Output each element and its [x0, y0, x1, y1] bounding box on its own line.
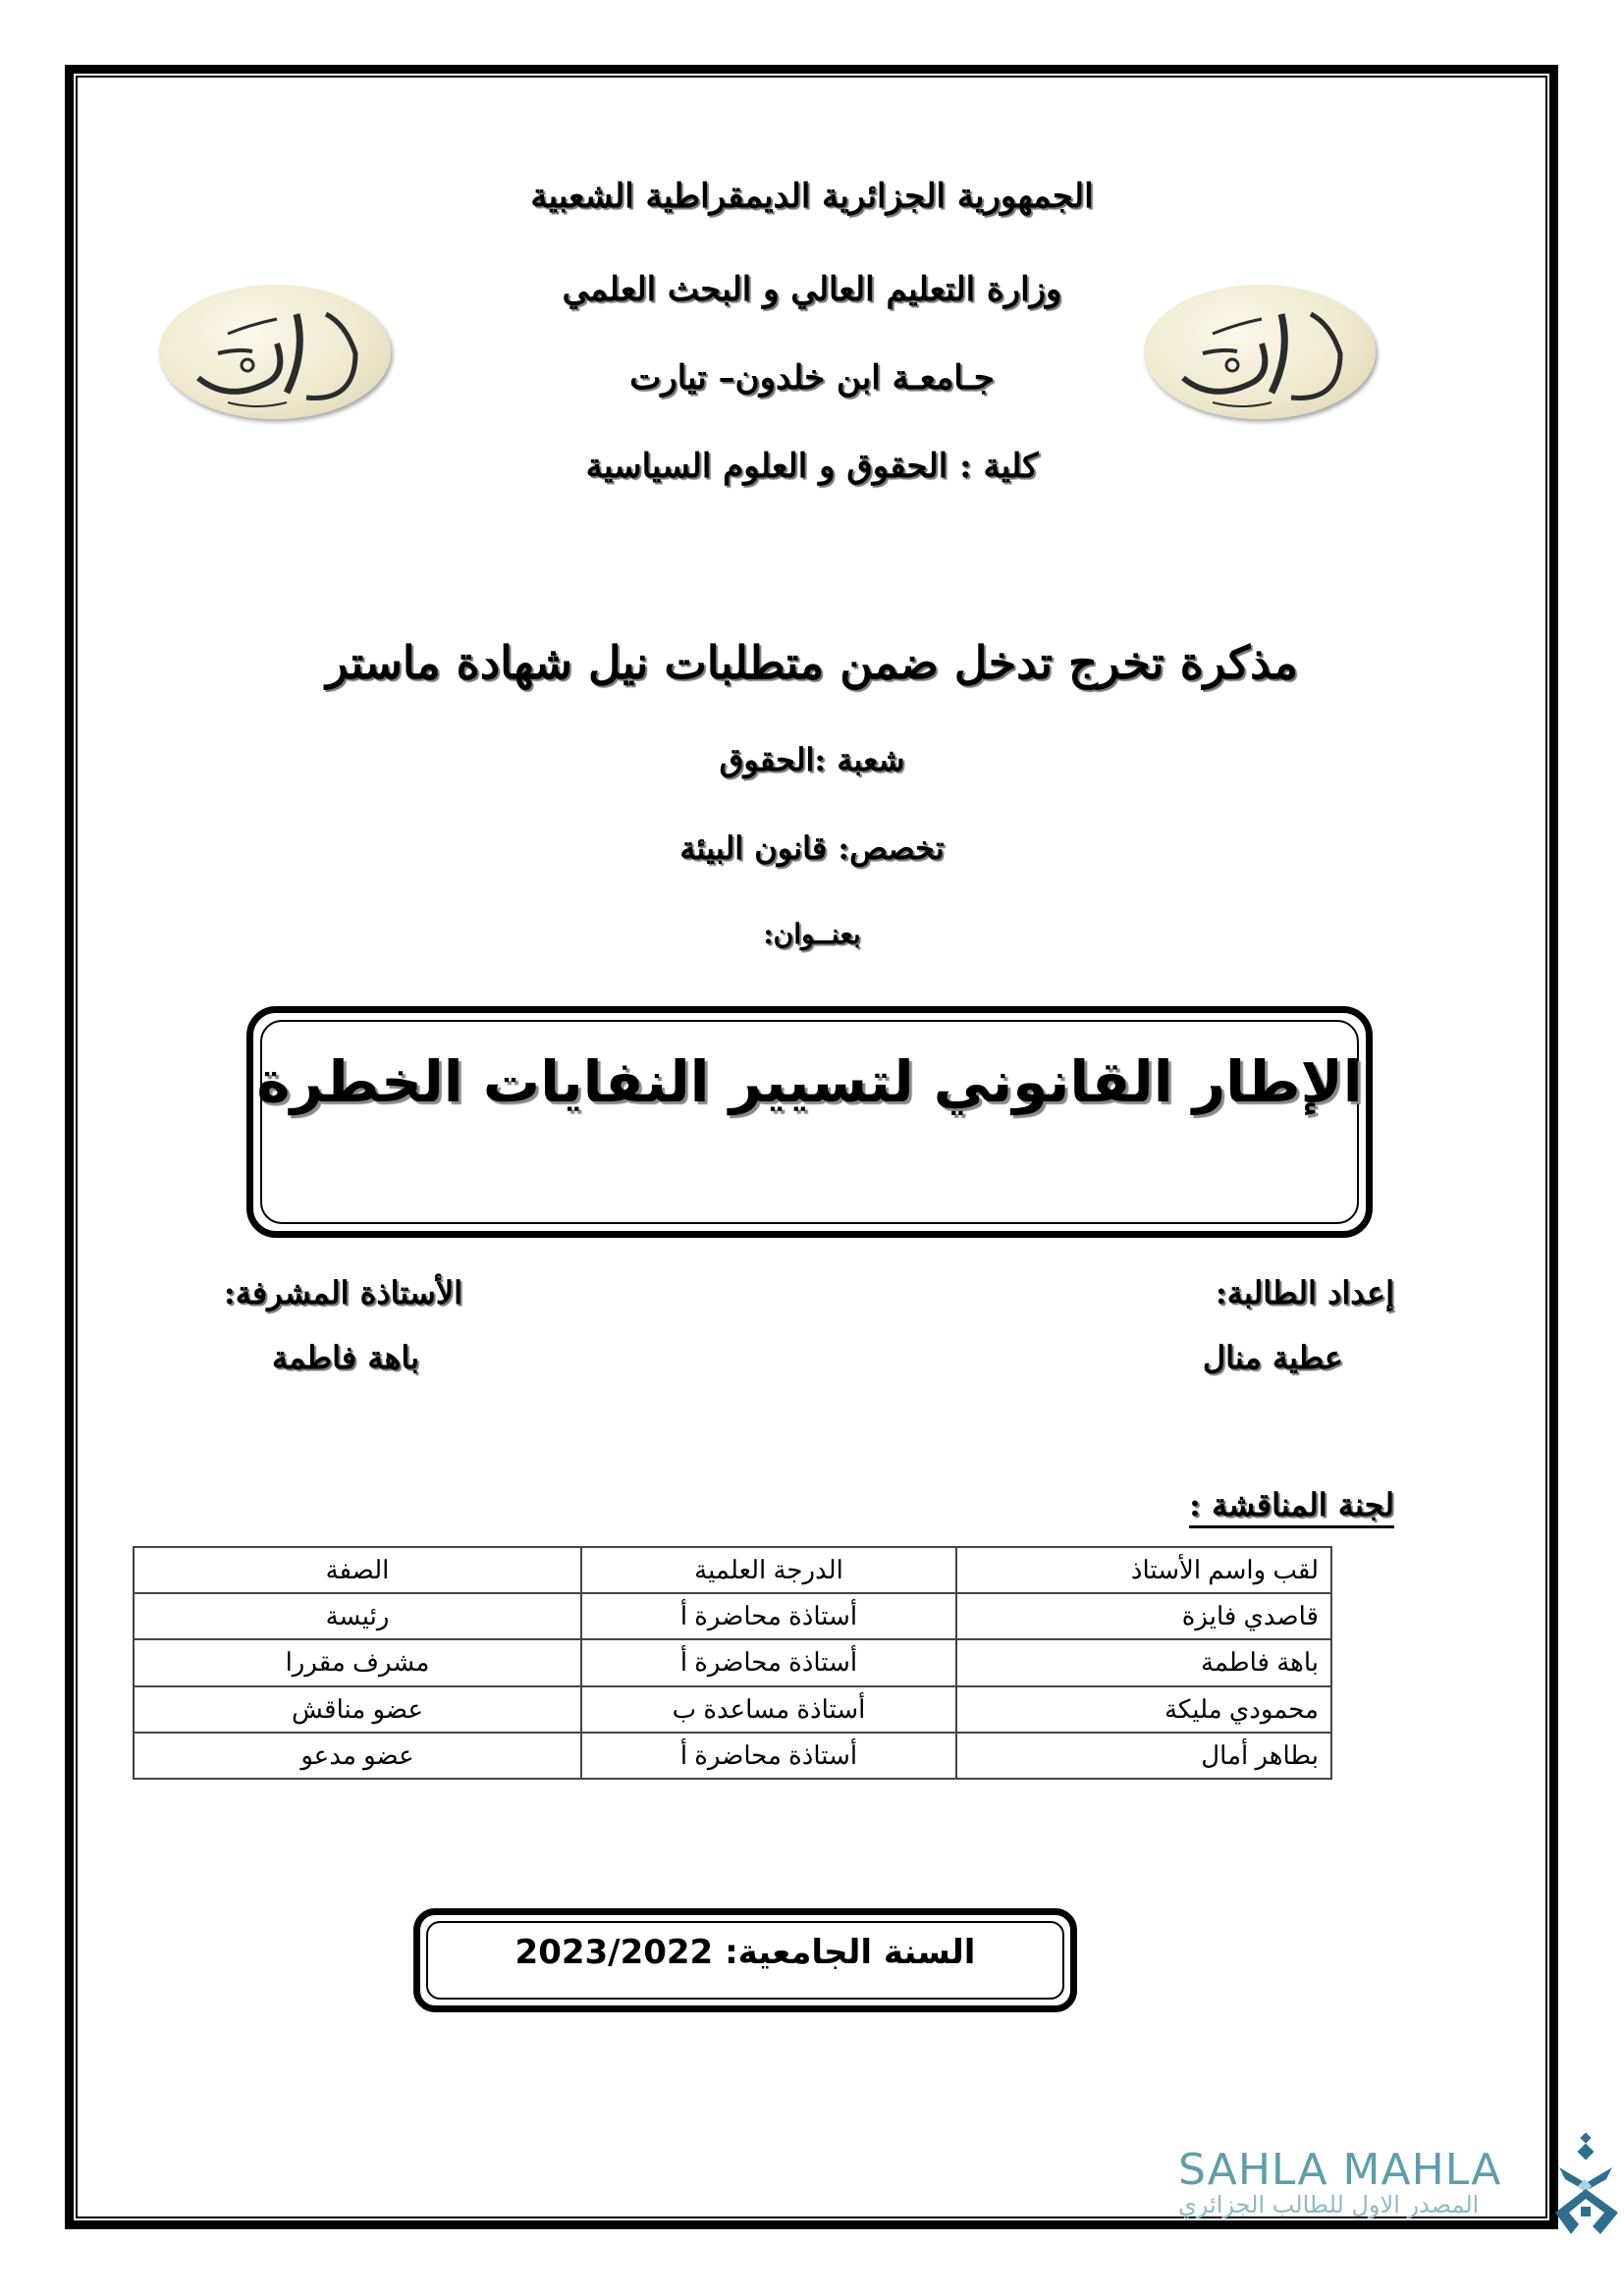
supervisor-name: باهة فاطمة	[272, 1339, 419, 1376]
thesis-title-box	[246, 1006, 1373, 1238]
faculty-heading: كلية : الحقوق و العلوم السياسية	[585, 447, 1039, 486]
table-header-row	[134, 1547, 1331, 1593]
specialization-line: تخصص: قانون البيئة	[679, 829, 945, 867]
member-role: رئيسة	[134, 1593, 581, 1639]
member-role: عضو مناقش	[134, 1686, 581, 1733]
member-grade: أستاذة محاضرة أ	[581, 1593, 956, 1639]
table-row	[134, 1733, 1331, 1779]
header-role: الصفة	[134, 1547, 581, 1593]
table-row	[134, 1686, 1331, 1733]
supervisor-label: الأستاذة المشرفة:	[223, 1274, 462, 1311]
member-name: بطاهر أمال	[956, 1733, 1331, 1779]
sahla-mahla-logo-icon	[1549, 2132, 1624, 2240]
ministry-heading: وزارة التعليم العالي و البحث العلمي	[562, 270, 1062, 309]
student-label: إعداد الطالبة:	[1215, 1274, 1394, 1311]
member-name: محمودي مليكة	[956, 1686, 1331, 1733]
watermark-subtitle: المصدر الاول للطالب الجزائري	[1178, 2191, 1480, 2218]
member-name: باهة فاطمة	[956, 1639, 1331, 1685]
title-label: بعنــوان:	[763, 918, 861, 950]
academic-year-value: 2023/2022	[514, 1933, 714, 1972]
committee-label: لجنة المناقشة :	[1189, 1486, 1394, 1528]
table-row	[134, 1593, 1331, 1639]
member-grade: أستاذة مساعدة ب	[581, 1686, 956, 1733]
member-role: مشرف مقررا	[134, 1639, 581, 1685]
member-role: عضو مدعو	[134, 1733, 581, 1779]
academic-year-line	[420, 1933, 1070, 1972]
branch-line: شعبة :الحقوق	[719, 741, 905, 778]
member-name: قاصدي فايزة	[956, 1593, 1331, 1639]
member-grade: أستاذة محاضرة أ	[581, 1733, 956, 1779]
academic-year-label: السنة الجامعية:	[725, 1933, 976, 1972]
university-heading: جـامعـة ابن خلدون– تيارت	[629, 358, 995, 398]
header-name: لقب واسم الأستاذ	[956, 1547, 1331, 1593]
thesis-title: الإطار القانوني لتسيير النفايات الخطرة	[256, 1048, 1363, 1115]
student-name: عطية منال	[1202, 1339, 1343, 1376]
republic-heading: الجمهورية الجزائرية الديمقراطية الشعبية	[530, 177, 1094, 216]
committee-table	[133, 1546, 1332, 1780]
table-row	[134, 1639, 1331, 1685]
member-grade: أستاذة محاضرة أ	[581, 1639, 956, 1685]
header-grade: الدرجة العلمية	[581, 1547, 956, 1593]
watermark	[1178, 2145, 1581, 2218]
thesis-description: مذكرة تخرج تدخل ضمن متطلبات نيل شهادة ماستر	[326, 636, 1298, 689]
watermark-title: SAHLA MAHLA	[1178, 2145, 1502, 2195]
academic-year-box	[413, 1908, 1077, 2012]
